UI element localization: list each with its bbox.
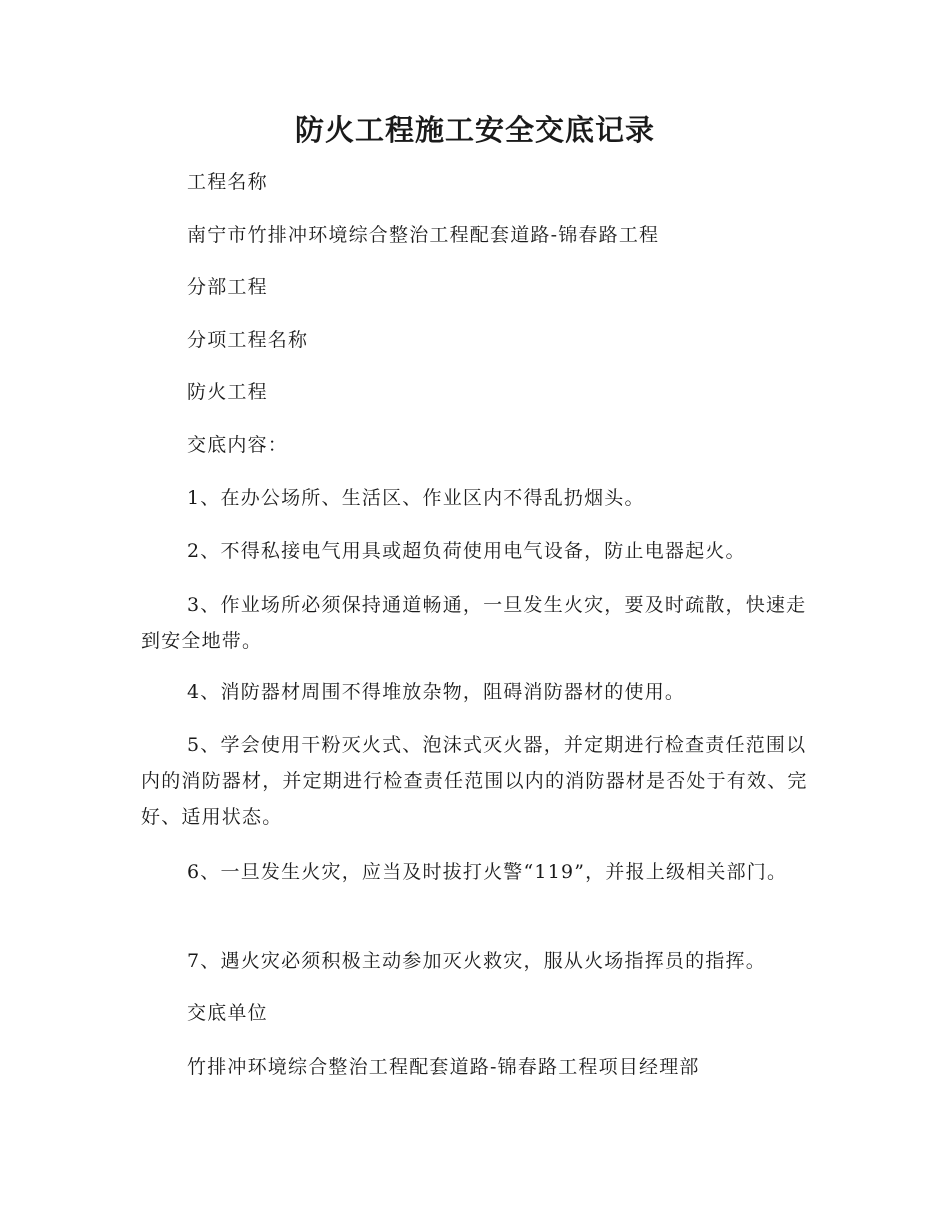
briefing-item-5: 5、学会使用干粉灭火式、泡沫式灭火器，并定期进行检查责任范围以内的消防器材，并定期进行检查责任范围以内的消防器材是否处于有效、完好、适用状态。 bbox=[141, 734, 808, 828]
label-briefing-content: 交底内容： bbox=[187, 434, 289, 456]
briefing-item-3: 3、作业场所必须保持通道畅通，一旦发生火灾，要及时疏散，快速走到安全地带。 bbox=[141, 594, 807, 652]
value-project-name: 南宁市竹排冲环境综合整治工程配套道路-锦春路工程 bbox=[187, 224, 660, 246]
briefing-item-1: 1、在办公场所、生活区、作业区内不得乱扔烟头。 bbox=[187, 487, 645, 509]
label-subitem-name: 分项工程名称 bbox=[187, 329, 309, 351]
briefing-item-4: 4、消防器材周围不得堆放杂物，阻碍消防器材的使用。 bbox=[187, 681, 686, 703]
value-subitem-name: 防火工程 bbox=[187, 381, 268, 403]
value-briefing-unit: 竹排冲环境综合整治工程配套道路-锦春路工程项目经理部 bbox=[187, 1056, 700, 1078]
briefing-item-2: 2、不得私接电气用具或超负荷使用电气设备，防止电器起火。 bbox=[187, 540, 746, 562]
label-division-project: 分部工程 bbox=[187, 276, 268, 298]
label-project-name: 工程名称 bbox=[187, 171, 268, 193]
briefing-item-6: 6、一旦发生火灾，应当及时拔打火警“119”，并报上级相关部门。 bbox=[187, 861, 788, 883]
document-title: 防火工程施工安全交底记录 bbox=[294, 113, 655, 147]
label-briefing-unit: 交底单位 bbox=[187, 1002, 268, 1024]
briefing-item-7: 7、遇火灾必须积极主动参加灭火救灾，服从火场指挥员的指挥。 bbox=[187, 950, 766, 972]
